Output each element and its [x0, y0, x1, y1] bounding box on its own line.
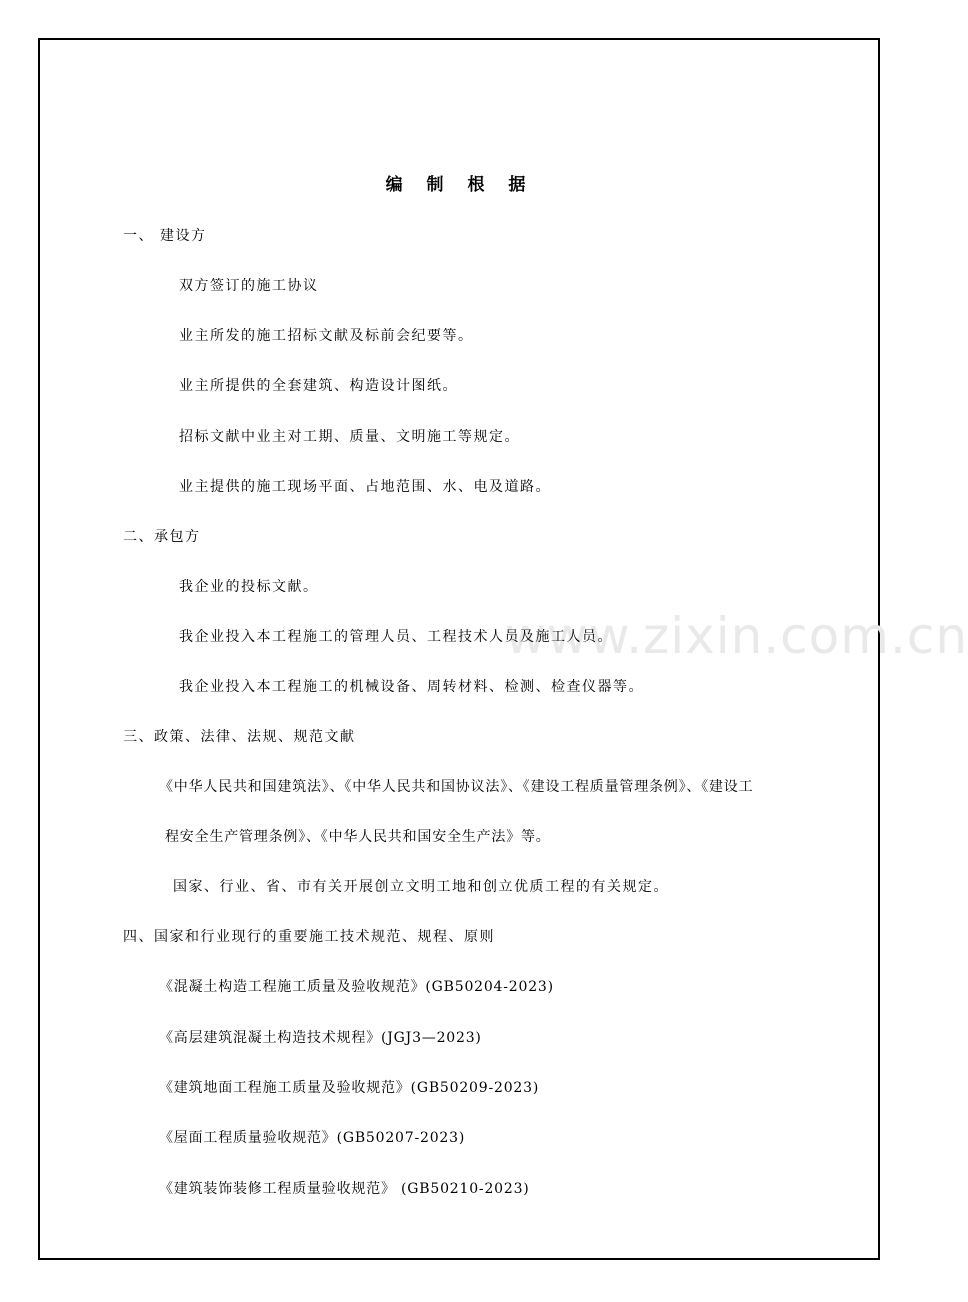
section4-item-5: 《建筑装饰装修工程质量验收规范》 (GB50210-2023) — [159, 1181, 530, 1197]
section3-laws-line-2: 程安全生产管理条例》、《中华人民共和国安全生产法》等。 — [165, 829, 551, 845]
section2-item-2: 我企业投入本工程施工的管理人员、工程技术人员及施工人员。 — [179, 629, 613, 645]
section1-item-2: 业主所发的施工招标文献及标前会纪要等。 — [179, 328, 474, 344]
section1-item-4: 招标文献中业主对工期、质量、文明施工等规定。 — [179, 429, 520, 445]
section3-heading: 三、政策、法律、法规、规范文献 — [123, 729, 356, 745]
section3-laws-line-1: 《中华人民共和国建筑法》、《中华人民共和国协议法》、《建设工程质量管理条例》、《建设工 — [159, 779, 754, 795]
section4-item-2: 《高层建筑混凝土构造技术规程》(JGJ3—2023) — [159, 1030, 482, 1046]
watermark: www.zixin.com.cn — [505, 607, 968, 665]
section2-item-1: 我企业的投标文献。 — [179, 579, 319, 595]
section4-item-3: 《建筑地面工程施工质量及验收规范》(GB50209-2023) — [159, 1080, 540, 1096]
section4-item-1: 《混凝土构造工程施工质量及验收规范》(GB50204-2023) — [159, 979, 554, 995]
section1-item-3: 业主所提供的全套建筑、构造设计图纸。 — [179, 378, 458, 394]
section4-item-4: 《屋面工程质量验收规范》(GB50207-2023) — [159, 1130, 466, 1146]
document-title: 编 制 根 据 — [385, 175, 535, 195]
section1-item-1: 双方签订的施工协议 — [179, 278, 319, 294]
section2-item-3: 我企业投入本工程施工的机械设备、周转材料、检测、检查仪器等。 — [179, 679, 644, 695]
section2-heading: 二、承包方 — [123, 529, 201, 545]
section4-heading: 四、国家和行业现行的重要施工技术规范、规程、原则 — [123, 929, 495, 945]
section3-regulation: 国家、行业、省、市有关开展创立文明工地和创立优质工程的有关规定。 — [173, 879, 669, 895]
section1-item-5: 业主提供的施工现场平面、占地范围、水、电及道路。 — [179, 479, 551, 495]
section1-heading: 一、 建设方 — [123, 228, 207, 244]
